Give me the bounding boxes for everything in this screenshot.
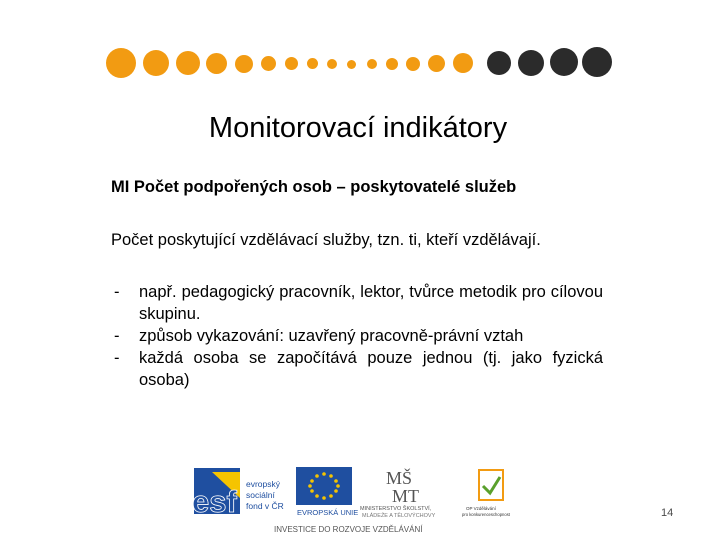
orange-dot xyxy=(206,53,227,74)
orange-dot xyxy=(428,55,445,72)
orange-dot xyxy=(327,59,337,69)
msmt-monogram: MT xyxy=(392,486,419,506)
msmt-text-line-1: MINISTERSTVO ŠKOLSTVÍ, xyxy=(360,506,432,512)
bullet-dash: - xyxy=(114,349,120,367)
orange-dot xyxy=(261,56,276,71)
esf-mark: esf xyxy=(192,484,237,519)
list-item xyxy=(111,325,603,347)
bullet-text: každá osoba se započítává pouze jednou (tj. jako fyzická osoba) xyxy=(139,349,603,389)
list-item xyxy=(111,281,603,325)
esf-logo xyxy=(192,468,284,519)
orange-dot xyxy=(235,55,253,73)
intro-text: Počet poskytující vzdělávací služby, tzn. ti, kteří vzdělávají. xyxy=(111,231,541,249)
orange-dot xyxy=(176,51,200,75)
bullet-dash: - xyxy=(114,283,120,301)
orange-dot xyxy=(307,58,318,69)
orange-dot xyxy=(106,48,136,78)
bullet-text: způsob vykazování: uzavřený pracovně-právní vztah xyxy=(139,327,524,345)
esf-text-line-3: fond v ČR xyxy=(246,501,284,511)
orange-dot xyxy=(406,57,420,71)
orange-dot xyxy=(285,57,298,70)
esf-text-line-2: sociální xyxy=(246,490,275,500)
orange-dot xyxy=(386,58,398,70)
esf-text-line-1: evropský xyxy=(246,479,281,489)
page-number: 14 xyxy=(661,507,674,519)
decorative-dot-row xyxy=(0,0,720,100)
bullet-dash: - xyxy=(114,327,120,345)
bullet-list xyxy=(111,281,603,391)
op-text-line-1: OP Vzdělávání xyxy=(466,506,496,511)
slide-subtitle: MI Počet podpořených osob – poskytovatelé služeb xyxy=(111,178,517,196)
op-text-line-2: pro konkurenceschopnost xyxy=(462,512,510,517)
footer-banner: INVESTICE DO ROZVOJE VZDĚLÁVÁNÍ xyxy=(274,525,423,534)
slide-title: Monitorovací indikátory xyxy=(208,112,508,144)
eu-flag-logo xyxy=(296,467,358,517)
msmt-text-line-2: MLÁDEŽE A TĚLOVÝCHOVY xyxy=(362,513,436,519)
dark-dot xyxy=(518,50,544,76)
list-item xyxy=(111,347,603,391)
dark-dot xyxy=(487,51,511,75)
dark-dot xyxy=(582,47,612,77)
footer-logo-bar xyxy=(190,462,540,537)
dark-dot xyxy=(550,48,578,76)
orange-dot xyxy=(143,50,169,76)
msmt-monogram: MŠ xyxy=(386,468,413,488)
orange-dot xyxy=(367,59,377,69)
orange-dot xyxy=(347,60,356,69)
msmt-logo xyxy=(360,467,436,519)
eu-caption: EVROPSKÁ UNIE xyxy=(297,508,359,517)
op-vk-logo xyxy=(462,470,511,517)
orange-dot xyxy=(453,53,473,73)
bullet-text: např. pedagogický pracovník, lektor, tvůrce metodik pro cílovou skupinu. xyxy=(139,283,603,323)
